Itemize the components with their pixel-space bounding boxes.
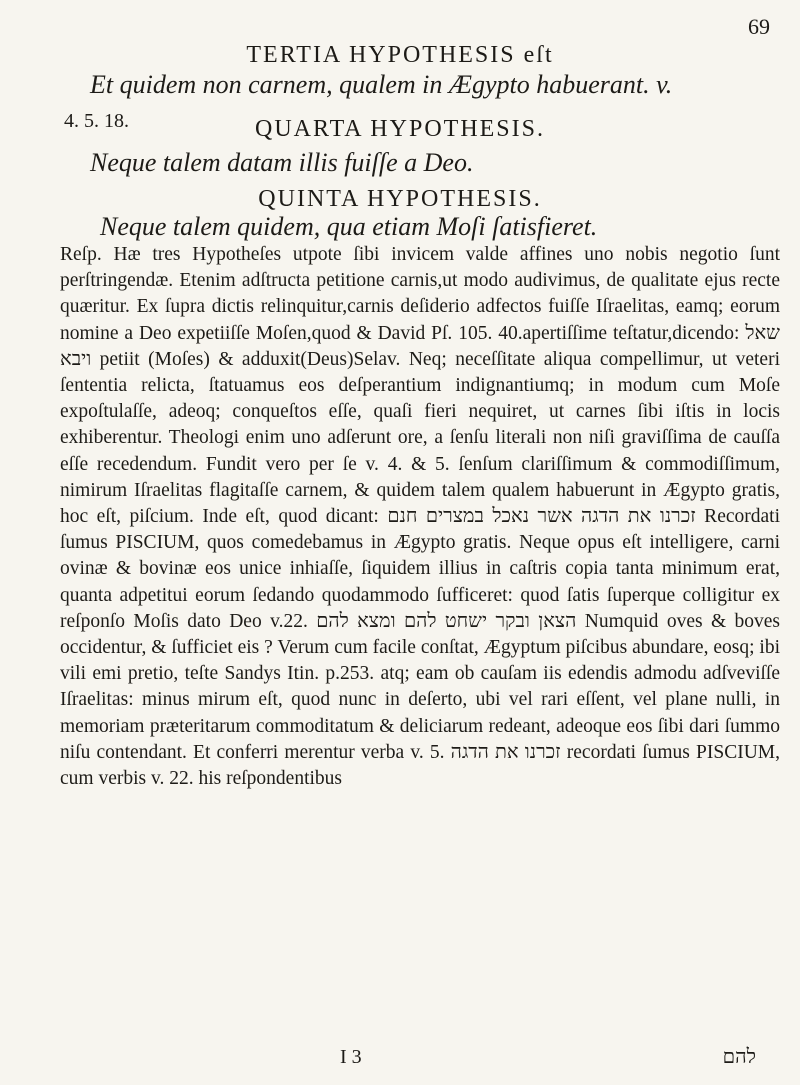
heading-tertia-hypothesis: TERTIA HYPOTHESIS eſt	[246, 42, 554, 68]
signature-mark: I 3	[340, 1046, 362, 1068]
verse-reference: 4. 5. 18.	[64, 110, 129, 132]
page-number: 69	[748, 14, 770, 39]
heading-quarta-hypothesis: QUARTA HYPOTHESIS.	[255, 116, 545, 142]
response-paragraph: Reſp. Hæ tres Hypotheſes utpote ſibi invicem valde affines uno nobis negotio ſunt perſtringendæ. Etenim adſtructa petitione carnis,ut modo audivimus, de qualitate ejus recte quæritur. Ex ſupra dictis relinquitur,carnis deſiderio adfectos fuiſſe Iſraelitas, eamq; eorum nomine a Deo expetiiſſe Moſen,quod & David Pſ. 105. 40.apertiſſime teſtatur,dicendo: שאל ויבא petiit (Moſes) & adduxit(Deus)Selav. Neq; neceſſitate aliqua compellimur, ut veteri ſententia relicta, ſtatuamus eos deſperantium indignantiumq; in modum cum Moſe expoſtulaſſe, adeoq; conqueſtos eſſe, quaſi fieri nequiret, ut carnes ſibi iſtis in locis exhiberentur. Theologi enim uno adſerunt ore, a ſenſu literali non niſi graviſſima de cauſſa eſſe recedendum. Fundit vero per ſe v. 4. & 5. ſenſum clariſſimum & commodiſſimum, nimirum Iſraelitas flagitaſſe carnem, & quidem talem qualem habuerunt in Ægypto gratis, hoc eſt, piſcium. Inde eſt, quod dicant: זכרנו את הדגה אשר נאכל במצרים חנם Recordati ſumus PISCIUM, quos comedebamus in Ægypto gratis. Neque opus eſt intelligere, carni ovinæ & bovinæ eos unice inhiaſſe, ſiquidem illius in caſtris copia tanta minimum erat, quanta adpetitui eorum ſedando quodammodo ſufficeret: quod ſatis ſuperque colligitur ex reſponſo Moſis dato Deo v.22. הצאן ובקר ישחט להם ומצא להם Numquid oves & boves occidentur, & ſufficiet eis ? Verum cum facile conſtat, Ægyptum piſcibus abundare, eosq; ibi vili emi pretio, teſte Sandys Itin. p.253. atq; eam ob cauſam iis edendis admodu adſveviſſe Iſraelitas: minus mirum eſt, quod nunc in deſerto, ubi vel rari eſſent, vel plane nulli, in memoriam præteritarum commoditatum & deliciarum redeant, adeoque eos ſibi dari ſummo niſu contendant. Et conferri merentur verba v. 5. זכרנו את הדגה recordati ſumus PISCIUM, cum verbis v. 22. his reſpondentibus	[60, 244, 780, 790]
hypothesis-3-text: Et quidem non carnem, qualem in Ægypto habuerant. v.	[90, 70, 673, 99]
catchword: להם	[722, 1046, 756, 1068]
heading-quinta-hypothesis: QUINTA HYPOTHESIS.	[258, 186, 542, 212]
hypothesis-5-text: Neque talem quidem, qua etiam Moſi ſatisfieret.	[100, 212, 598, 241]
hypothesis-4-text: Neque talem datam illis fuiſſe a Deo.	[90, 148, 474, 177]
